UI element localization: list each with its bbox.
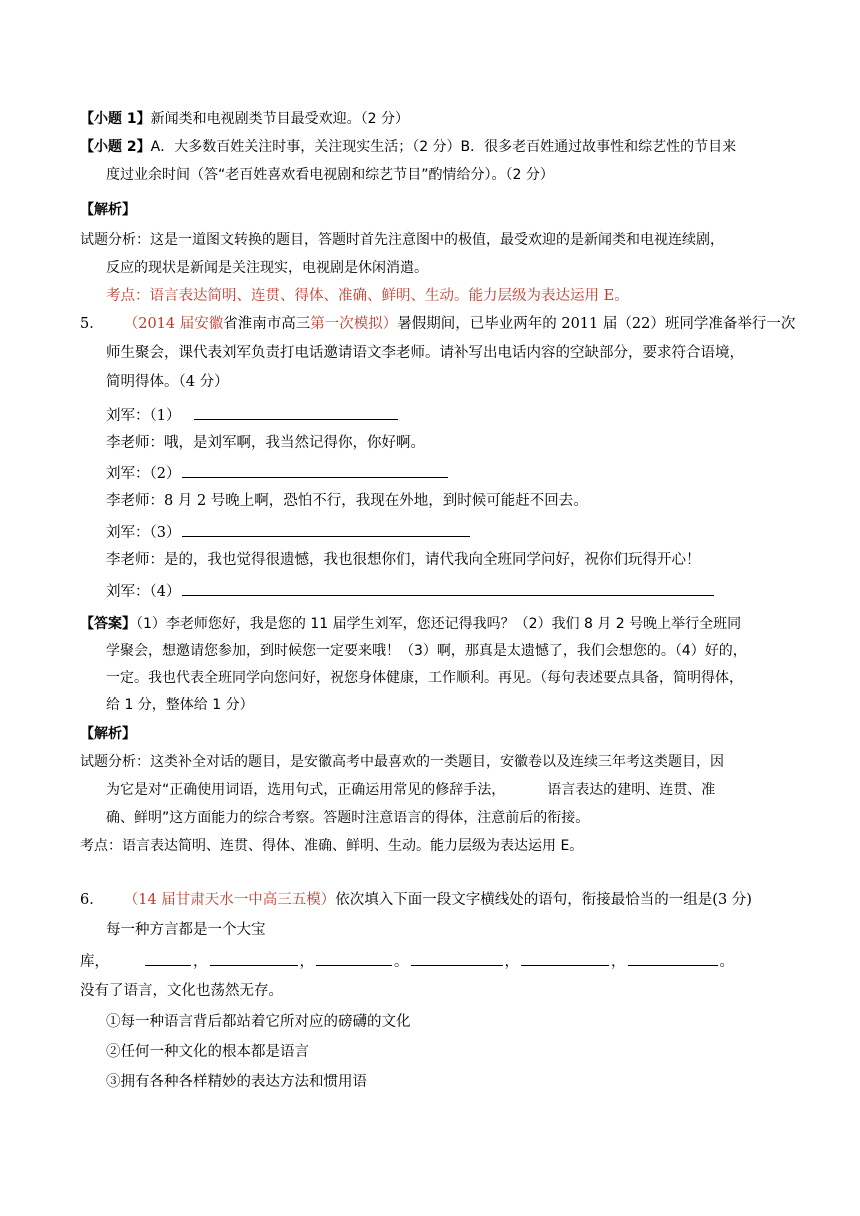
- q5-source: （2014 届安徽: [123, 316, 224, 332]
- blank-number: （1）: [149, 408, 181, 424]
- q6-option-1: ①每一种语言背后都站着它所对应的磅礴的文化: [106, 1014, 411, 1030]
- dialogue-line-2: [106, 433, 425, 453]
- sub2-line1: A．大多数百姓关注时事，关注现实生活；（2 分）B．很多老百姓通过故事性和综艺性的节目来: [150, 139, 737, 155]
- dialogue-line-6: [106, 550, 701, 570]
- blank-number: （3）: [149, 525, 181, 541]
- q5-answer-line2: 学聚会，想邀请您参加，到时候您一定要来哦！（3）啊，那真是太遗憾了，我们会想您的。（4）好的，: [106, 643, 747, 659]
- teacher-reply: 8 月 2 号晚上啊，恐怕不行，我现在外地，到时候可能赶不回去。: [164, 493, 588, 509]
- answer-tag: 【答案】: [80, 616, 136, 632]
- answer-blank-4[interactable]: [182, 580, 714, 596]
- q6-paragraph-line3: 没有了语言，文化也荡然无存。: [80, 983, 283, 999]
- q5-stem-text: 暑假期间，已毕业两年的 2011 届（22）班同学准备举行一次: [397, 316, 796, 332]
- q6-stem-text: 依次填入下面一段文字横线处的语句，衔接最恰当的一组是(3 分): [335, 892, 752, 908]
- para-start: 库，: [80, 954, 109, 970]
- fill-blank-5[interactable]: [521, 950, 609, 966]
- q6-number: 6．: [80, 892, 104, 908]
- q5-stem-line1: [80, 314, 795, 334]
- q4-analysis-line2: 反应的现状是新闻是关注现实，电视剧是休闲消遣。: [106, 260, 428, 276]
- fill-blank-1[interactable]: [145, 950, 191, 966]
- dialogue-line-7: [106, 580, 716, 602]
- q5-stem-line3: 简明得体。（4 分）: [106, 374, 229, 390]
- speaker-teacher: 李老师：: [106, 435, 164, 451]
- analysis-part-a: 为它是对“正确使用词语，选用句式，正确运用常见的修辞手法，: [106, 782, 506, 798]
- q5-analysis-line3: 确、鲜明”这方面能力的综合考察。答题时注意语言的得体，注意前后的衔接。: [106, 810, 590, 826]
- q6-option-3: ③拥有各种各样精妙的表达方法和惯用语: [106, 1074, 367, 1090]
- sub2-tag: 【小题 2】: [80, 139, 151, 155]
- q5-source-mid: 省淮南市高三: [223, 316, 311, 332]
- fill-blank-4[interactable]: [411, 950, 503, 966]
- fill-blank-2[interactable]: [210, 950, 298, 966]
- q6-paragraph-line1: 每一种方言都是一个大宝: [106, 922, 266, 938]
- speaker-liujun: 刘军：: [106, 525, 150, 541]
- dialogue-line-1: [106, 404, 400, 426]
- q4-sub2-answer: [80, 137, 736, 157]
- speaker-teacher: 李老师：: [106, 493, 164, 509]
- speaker-liujun: 刘军：: [106, 584, 150, 600]
- fill-blank-6[interactable]: [628, 950, 718, 966]
- sub1-text: 新闻类和电视剧类节目最受欢迎。（2 分）: [150, 111, 409, 127]
- answer-text: （1）李老师您好，我是您的 11 届学生刘军，您还记得我吗？（2）我们 8 月 2 号晚上举行全班同: [136, 616, 742, 632]
- q5-analysis-line1: 试题分析：这类补全对话的题目，是安徽高考中最喜欢的一类题目，安徽卷以及连续三年考这类题目，因: [80, 754, 724, 770]
- q4-analysis-tag: 【解析】: [80, 202, 136, 218]
- fill-blank-3[interactable]: [316, 950, 392, 966]
- blank-number: （4）: [149, 584, 181, 600]
- q5-analysis-tag: 【解析】: [80, 726, 136, 742]
- q4-sub1-answer: [80, 109, 409, 129]
- dialogue-line-3: [106, 462, 450, 484]
- q5-source-end: 第一次模拟）: [310, 316, 398, 332]
- q5-kaodian: 考点：语言表达简明、连贯、得体、准确、鲜明、生动。能力层级为表达运用 E。: [80, 838, 584, 854]
- blank-number: （2）: [149, 466, 181, 482]
- q5-number: 5．: [80, 316, 104, 332]
- q6-option-2: ②任何一种文化的根本都是语言: [106, 1044, 309, 1060]
- q4-kaodian: 考点：语言表达简明、连贯、得体、准确、鲜明、生动。能力层级为表达运用 E。: [106, 288, 629, 304]
- q4-analysis-line1: 试题分析：这是一道图文转换的题目，答题时首先注意图中的极值，最受欢迎的是新闻类和电视连续剧，: [80, 232, 724, 248]
- dialogue-line-4: [106, 491, 588, 511]
- q5-answer-line4: 给 1 分，整体给 1 分）: [106, 697, 254, 713]
- q5-answer-line3: 一定。我也代表全班同学向您问好，祝您身体健康，工作顺利。再见。（每句表述要点具备，简明得体，: [106, 670, 743, 686]
- q4-sub2-line2: 度过业余时间（答“老百姓喜欢看电视剧和综艺节目”酌情给分）。（2 分）: [106, 167, 554, 183]
- speaker-liujun: 刘军：: [106, 408, 150, 424]
- q5-stem-line2: 师生聚会，课代表刘军负责打电话邀请语文李老师。请补写出电话内容的空缺部分，要求符合语境，: [106, 345, 744, 361]
- answer-blank-1[interactable]: [194, 404, 398, 420]
- analysis-part-b: 语言表达的建明、连贯、准: [547, 782, 716, 798]
- answer-blank-2[interactable]: [182, 462, 448, 478]
- dialogue-line-5: [106, 521, 472, 543]
- sub1-tag: 【小题 1】: [80, 111, 151, 127]
- q6-paragraph-line2: 库， ， ， 。 ， ， 。: [80, 950, 734, 972]
- q6-source: （14 届甘肃天水一中高三五模）: [123, 892, 336, 908]
- teacher-reply: 哦，是刘军啊，我当然记得你，你好啊。: [164, 435, 425, 451]
- speaker-teacher: 李老师：: [106, 552, 164, 568]
- teacher-reply: 是的，我也觉得很遗憾，我也很想你们，请代我向全班同学问好，祝你们玩得开心！: [164, 552, 701, 568]
- speaker-liujun: 刘军：: [106, 466, 150, 482]
- q6-stem: [80, 890, 752, 910]
- q5-analysis-line2: [106, 780, 715, 800]
- answer-blank-3[interactable]: [182, 521, 470, 537]
- q5-answer-line1: [80, 614, 741, 634]
